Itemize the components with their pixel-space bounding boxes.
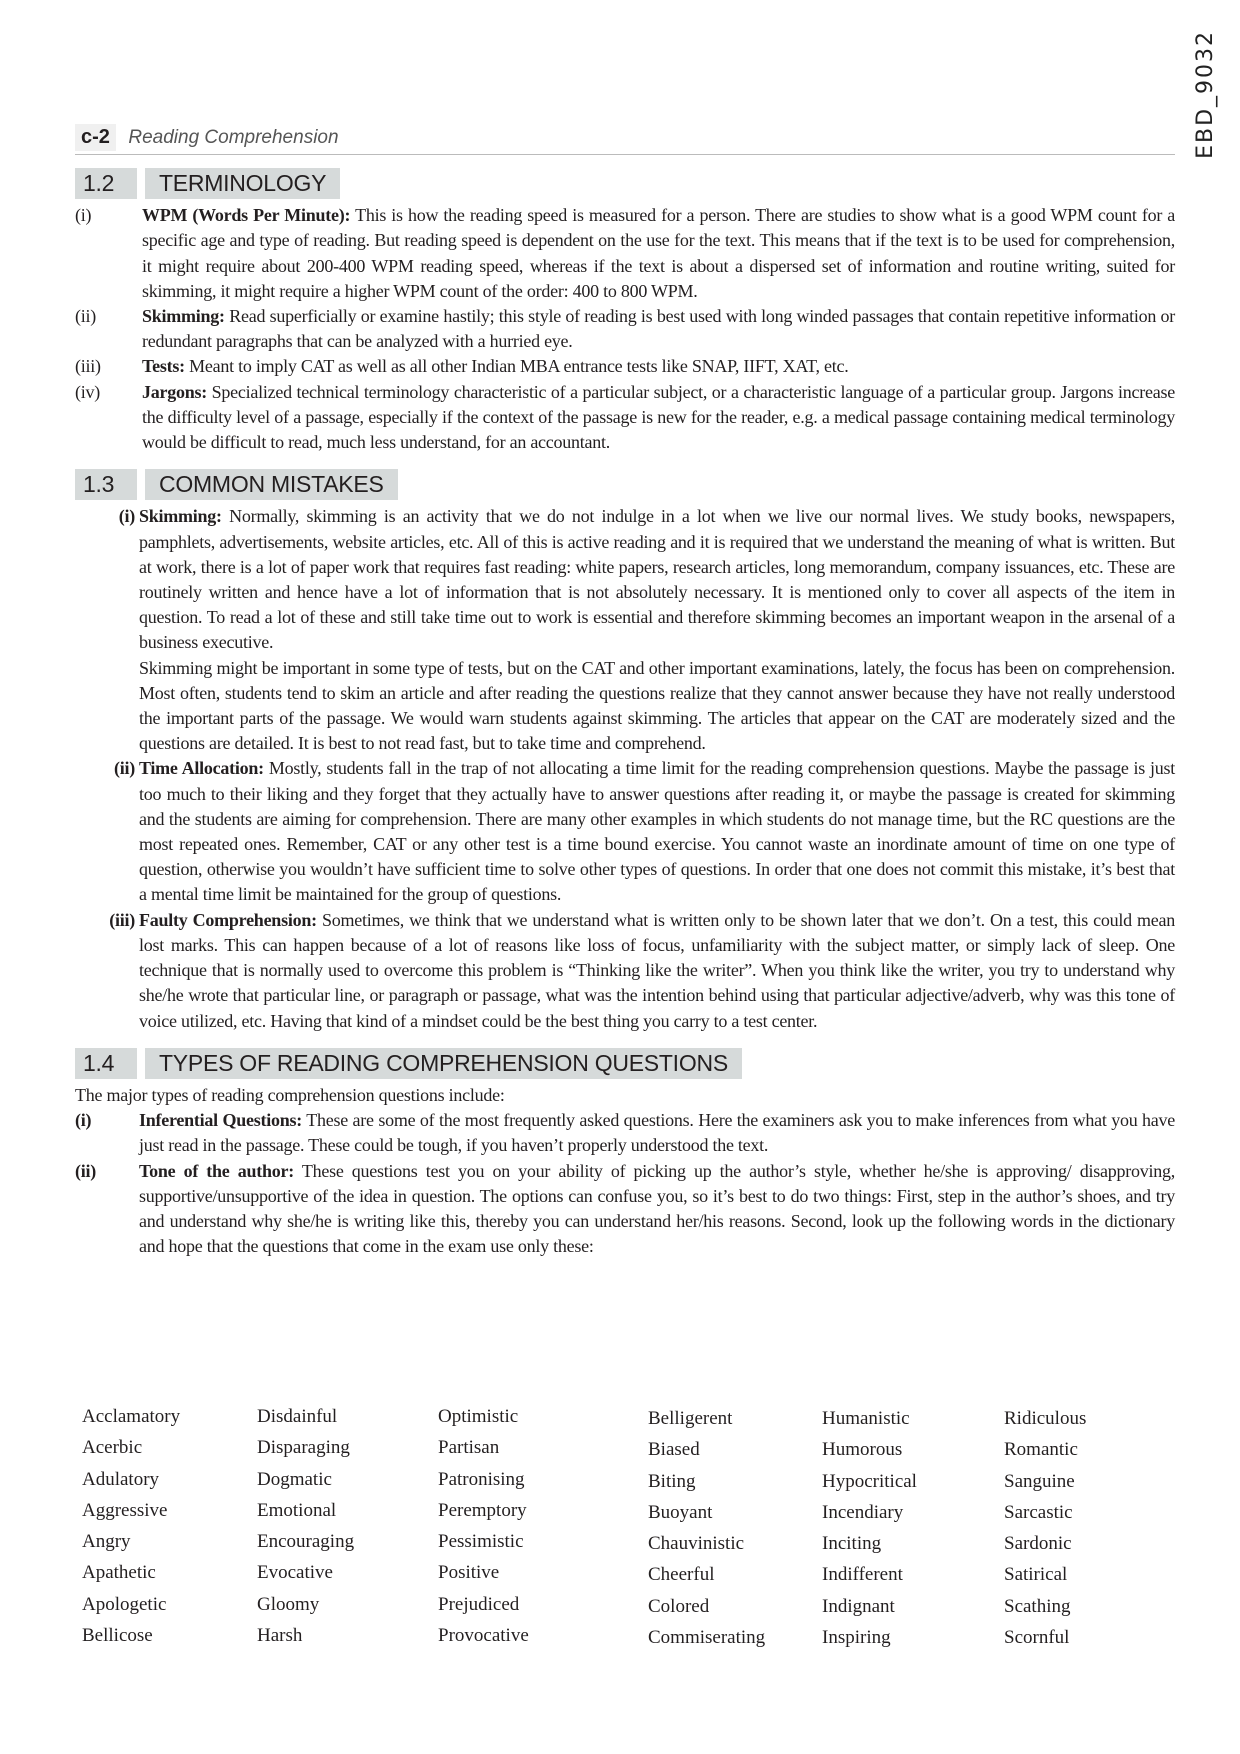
tone-word: Bellicose bbox=[82, 1625, 153, 1647]
tone-word: Belligerent bbox=[648, 1408, 733, 1429]
tone-word: Disdainful bbox=[257, 1406, 338, 1427]
tone-word: Acclamatory bbox=[82, 1406, 181, 1427]
list-item bbox=[75, 756, 1175, 907]
section-number: 1.2 bbox=[75, 168, 137, 199]
tone-word: Biased bbox=[648, 1439, 700, 1461]
tone-word: Biting bbox=[648, 1470, 696, 1492]
item-label: (i) bbox=[75, 205, 92, 226]
item-paragraph bbox=[139, 1159, 1175, 1260]
tone-word: Romantic bbox=[1004, 1439, 1078, 1461]
item-text bbox=[139, 1159, 1175, 1260]
item-label: (ii) bbox=[75, 1160, 96, 1181]
item-text bbox=[139, 908, 1175, 1034]
tone-word: Inciting bbox=[822, 1533, 882, 1555]
section-title: TYPES OF READING COMPREHENSION QUESTIONS bbox=[145, 1048, 742, 1079]
item-term: Tone of the author: bbox=[139, 1160, 294, 1181]
item-label: (i) bbox=[118, 506, 135, 527]
item-label: (ii) bbox=[75, 306, 96, 327]
item-term: Inferential Questions: bbox=[139, 1110, 302, 1131]
item-body: This is how the reading speed is measured for a person. There are studies to show what is a good WPM count for a specific age and type of reading. But reading speed is dependent on the use for the text. This means that if the text is to be used for comprehension, it might require about 200-400 WPM reading speed, whereas if the text is about a dispersed set of information and routine writing, suited for skimming, it might require a higher WPM count of the order: 400 to 800 WPM. bbox=[142, 205, 1175, 301]
tone-word: Apologetic bbox=[82, 1593, 167, 1615]
tone-word: Positive bbox=[438, 1562, 500, 1584]
item-label: (iv) bbox=[75, 381, 100, 402]
tone-word: Disparaging bbox=[257, 1437, 350, 1459]
tone-word: Provocative bbox=[438, 1625, 529, 1647]
tone-word: Encouraging bbox=[257, 1531, 355, 1553]
item-body: Meant to imply CAT as well as all other Indian MBA entrance tests like SNAP, IIFT, XAT, etc. bbox=[184, 356, 849, 377]
section-heading-common-mistakes bbox=[75, 469, 1175, 500]
tone-word: Aggressive bbox=[82, 1499, 168, 1521]
tone-word: Emotional bbox=[257, 1499, 337, 1521]
list-item bbox=[75, 1108, 1175, 1158]
section-intro: The major types of reading comprehension questions include: bbox=[75, 1084, 505, 1105]
item-paragraph bbox=[142, 203, 1175, 304]
item-body: Specialized technical terminology characteristic of a particular subject, or a characteristic language of a particular group. Jargons increase the difficulty level of a passage, especially if the context of the passage is new for the reader, e.g. a medical passage containing medical terminology would be difficult to read, much less understand, for an accountant. bbox=[142, 381, 1175, 453]
tone-word: Scathing bbox=[1004, 1595, 1071, 1617]
list-item bbox=[75, 354, 1175, 379]
tone-word: Cheerful bbox=[648, 1564, 715, 1586]
tone-word: Buoyant bbox=[648, 1501, 713, 1523]
item-term: Tests: bbox=[142, 356, 185, 377]
item-term: WPM (Words Per Minute): bbox=[142, 205, 351, 226]
tone-word: Humanistic bbox=[822, 1408, 910, 1429]
tone-word: Indifferent bbox=[822, 1564, 903, 1586]
tone-word: Partisan bbox=[438, 1437, 500, 1459]
item-text bbox=[139, 756, 1175, 907]
tone-word: Evocative bbox=[257, 1562, 333, 1584]
item-body: Sometimes, we think that we understand what is written only to be shown later that we don’t. On a test, this could mean lost marks. This can happen because of a lot of reasons like loss of focus, unfamiliarity with the subject matter, or simply lack of sleep. One technique that is normally used to overcome this problem is “Thinking like the writer”. When you think like the writer, you try to understand why she/he wrote that particular line, or paragraph or passage, what was the intention behind using that particular adjective/adverb, why was this tone of voice utilized, etc. Having that kind of a mindset could be the best thing you carry to a test center. bbox=[139, 909, 1175, 1031]
tone-word: Apathetic bbox=[82, 1562, 156, 1584]
tone-word: Gloomy bbox=[257, 1593, 320, 1615]
tone-word: Pessimistic bbox=[438, 1531, 524, 1553]
item-term: Jargons: bbox=[142, 381, 207, 402]
word-row bbox=[82, 1562, 1182, 1593]
item-paragraph bbox=[139, 504, 1175, 655]
section-heading-question-types bbox=[75, 1048, 1175, 1079]
tone-word: Humorous bbox=[822, 1439, 903, 1461]
chapter-title: Reading Comprehension bbox=[128, 127, 339, 148]
list-item bbox=[75, 203, 1175, 304]
tone-word: Adulatory bbox=[82, 1468, 160, 1490]
tone-word: Acerbic bbox=[82, 1437, 143, 1459]
tone-word: Scornful bbox=[1004, 1627, 1070, 1649]
tone-word: Satirical bbox=[1004, 1564, 1068, 1586]
word-row bbox=[82, 1406, 1182, 1437]
word-row bbox=[82, 1469, 1182, 1500]
item-text bbox=[142, 354, 1175, 379]
tone-word: Chauvinistic bbox=[648, 1533, 745, 1555]
item-paragraph-2: Skimming might be important in some type of tests, but on the CAT and other important examinations, lately, the focus has been on comprehension. Most often, students tend to skim an article and after reading the questions realize that they cannot answer because they have not really understood the important parts of the passage. We would warn students against skimming. The articles that appear on the CAT are moderately sized and the questions are detailed. It is best to not read fast, but to take time and comprehend. bbox=[139, 657, 1175, 754]
item-term: Skimming: bbox=[142, 306, 225, 327]
section-title: TERMINOLOGY bbox=[145, 168, 340, 199]
tone-word: Sarcastic bbox=[1004, 1501, 1073, 1523]
tone-word: Dogmatic bbox=[257, 1468, 332, 1490]
list-item bbox=[75, 1159, 1175, 1260]
word-row bbox=[82, 1594, 1182, 1625]
item-paragraph bbox=[142, 304, 1175, 354]
item-text bbox=[142, 380, 1175, 456]
tone-word: Prejudiced bbox=[438, 1593, 520, 1615]
list-item bbox=[75, 380, 1175, 456]
word-row bbox=[82, 1531, 1182, 1562]
word-row bbox=[82, 1625, 1182, 1656]
item-label: (i) bbox=[75, 1110, 92, 1131]
item-label: (iii) bbox=[75, 356, 101, 377]
item-term: Time Allocation: bbox=[139, 758, 264, 779]
tone-word: Colored bbox=[648, 1595, 710, 1617]
tone-word: Optimistic bbox=[438, 1406, 519, 1427]
tone-word: Inspiring bbox=[822, 1627, 891, 1649]
tone-word: Peremptory bbox=[438, 1499, 527, 1521]
item-label: (ii) bbox=[114, 758, 135, 779]
item-text bbox=[139, 504, 1175, 756]
item-term: Skimming: bbox=[139, 506, 222, 527]
tone-words-table bbox=[82, 1406, 1182, 1656]
item-paragraph bbox=[142, 354, 1175, 379]
list-item bbox=[75, 908, 1175, 1034]
section-number: 1.3 bbox=[75, 469, 137, 500]
list-item bbox=[75, 304, 1175, 354]
word-row bbox=[82, 1437, 1182, 1468]
item-text bbox=[139, 1108, 1175, 1158]
item-term: Faulty Comprehension: bbox=[139, 909, 317, 930]
document-code: EBD_9032 bbox=[1193, 30, 1218, 159]
item-text bbox=[142, 203, 1175, 304]
tone-word: Sanguine bbox=[1004, 1470, 1075, 1492]
word-row bbox=[82, 1500, 1182, 1531]
section-number: 1.4 bbox=[75, 1048, 137, 1079]
tone-word: Ridiculous bbox=[1004, 1408, 1087, 1429]
tone-word: Angry bbox=[82, 1531, 131, 1553]
tone-word: Patronising bbox=[438, 1468, 525, 1490]
item-paragraph bbox=[139, 908, 1175, 1034]
tone-word: Sardonic bbox=[1004, 1533, 1072, 1555]
item-body: These are some of the most frequently asked questions. Here the examiners ask you to make inferences from what you have just read in the passage. These could be tough, if you haven’t properly understood the text. bbox=[139, 1110, 1176, 1156]
tone-word: Commiserating bbox=[648, 1627, 766, 1649]
tone-word: Indignant bbox=[822, 1595, 895, 1617]
item-text bbox=[142, 304, 1175, 354]
item-body: Mostly, students fall in the trap of not allocating a time limit for the reading comprehension questions. Maybe the passage is just too much to their liking and they forget that they actually have to answer questions after reading it, or maybe the passage is created for skimming and the students are aiming for comprehension. There are many other examples in which students do not manage time, but the RC questions are the most repeated ones. Remember, CAT or any other test is a time bound exercise. You cannot waste an inordinate amount of time on one type of question, otherwise you wouldn’t have sufficient time to solve other types of questions. In order that one does not commit this mistake, it’s best that a mental time limit be maintained for the group of questions. bbox=[139, 758, 1175, 905]
page-content bbox=[75, 168, 1175, 1259]
item-body: Normally, skimming is an activity that we do not indulge in a lot when we live our normal lives. We study books, newspapers, pamphlets, advertisements, website articles, etc. All of this is active reading and it is required that we understand the meaning of what is written. But at work, there is a lot of paper work that requires fast reading: white papers, research articles, long memorandum, company issuances, etc. These are routinely written and hence have a lot of information that is not absolutely necessary. It is mentioned only to cover all aspects of the item in question. To read a lot of these and still take time out to work is essential and therefore skimming becomes an important weapon in the arsenal of a business executive. bbox=[139, 506, 1175, 653]
section-title: COMMON MISTAKES bbox=[145, 469, 398, 500]
tone-word: Harsh bbox=[257, 1625, 303, 1647]
item-body: Read superficially or examine hastily; this style of reading is best used with long winded passages that contain repetitive information or redundant paragraphs that can be analyzed with a hurried eye. bbox=[142, 306, 1175, 352]
item-paragraph bbox=[139, 1108, 1175, 1158]
running-header bbox=[75, 124, 1175, 155]
item-paragraph bbox=[139, 756, 1175, 907]
tone-word: Hypocritical bbox=[822, 1470, 917, 1492]
list-item bbox=[75, 504, 1175, 756]
tone-word: Incendiary bbox=[822, 1501, 904, 1523]
item-label: (iii) bbox=[109, 909, 135, 930]
page-number: c-2 bbox=[75, 124, 116, 151]
item-paragraph bbox=[142, 380, 1175, 456]
item-body: These questions test you on your ability of picking up the author’s style, whether he/she is approving/ disapproving, supportive/unsupportive of the idea in question. The options can confuse you, so it’s best to do two things: First, step in the author’s shoes, and try and understand why she/he is writing like this, thereby you can understand her/his reasons. Second, look up the following words in the dictionary and hope that the questions that come in the exam use only these: bbox=[139, 1160, 1175, 1257]
section-heading-terminology bbox=[75, 168, 1175, 199]
